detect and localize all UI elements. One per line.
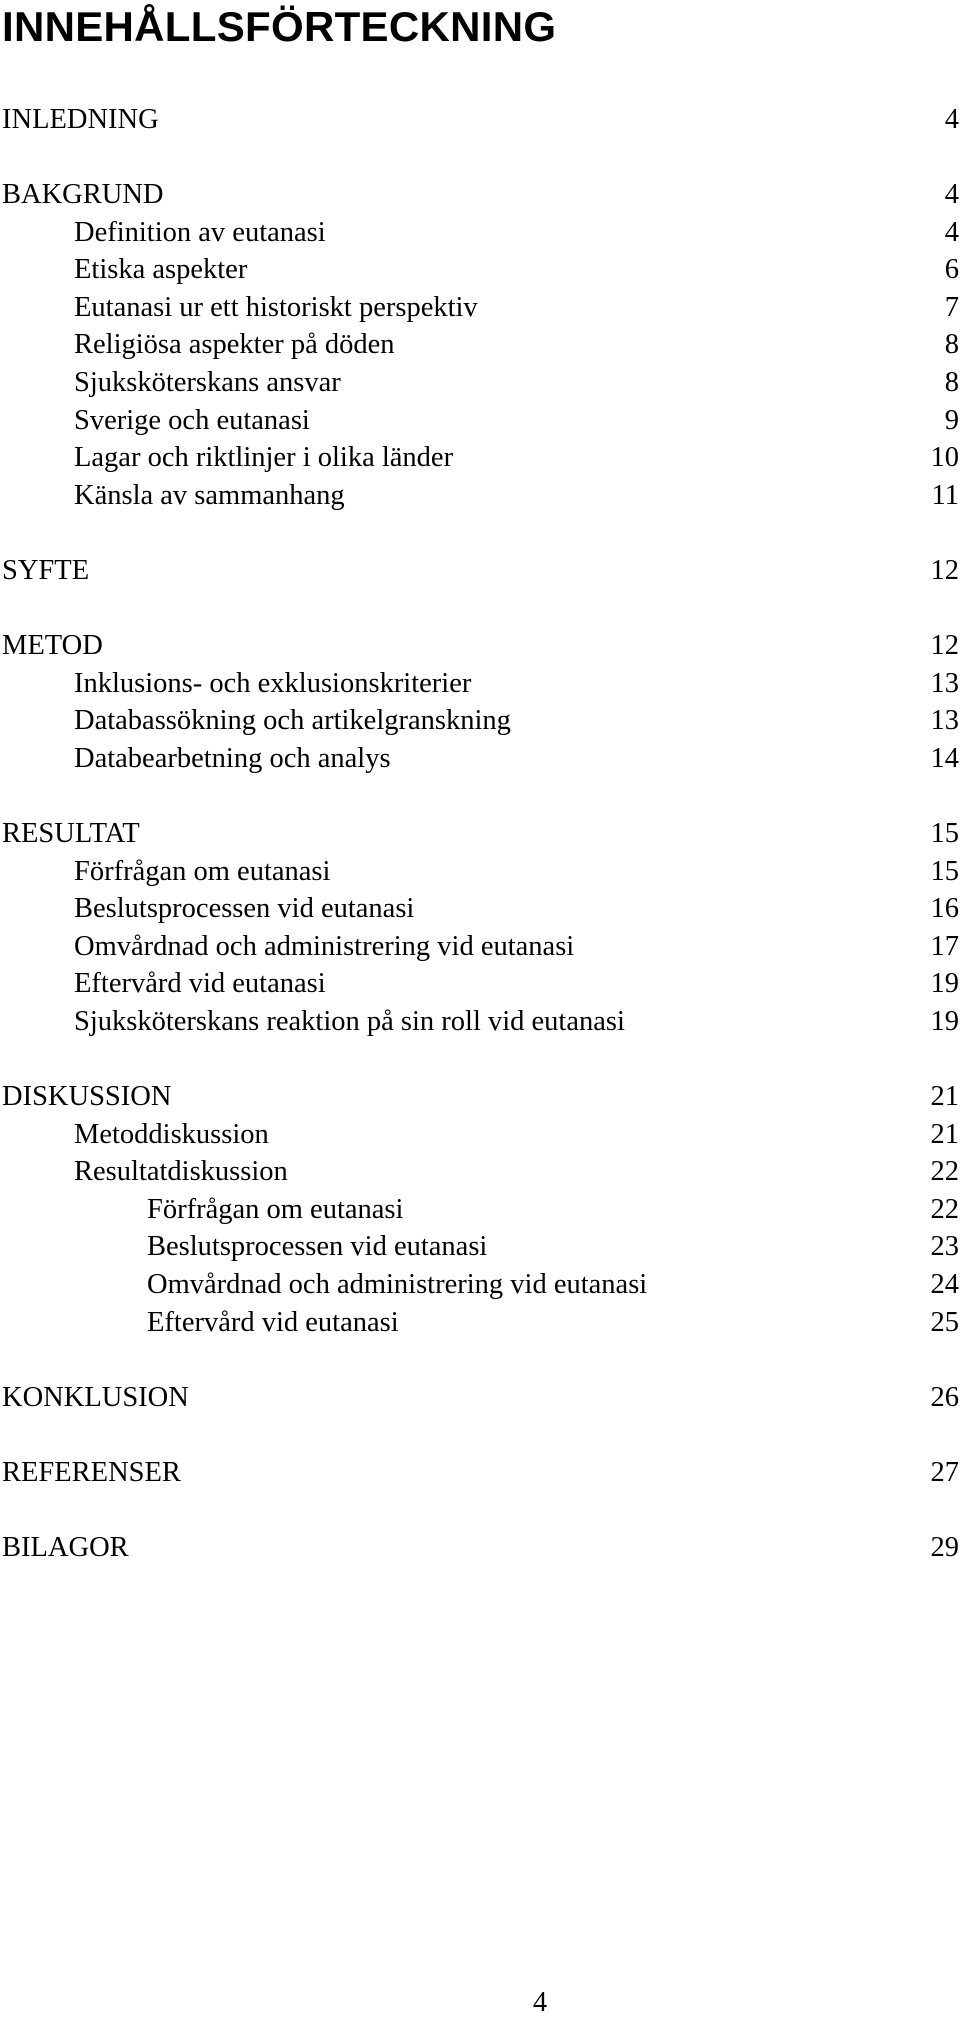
toc-entry-label: Känsla av sammanhang <box>74 479 345 511</box>
toc-entry-page: 6 <box>944 254 959 286</box>
toc-entry-subsection <box>0 853 960 891</box>
toc-entry-page: 7 <box>944 291 959 323</box>
toc-entry-subsection <box>0 439 960 477</box>
toc-entry-page: 10 <box>930 442 959 474</box>
toc-entry-label: BAKGRUND <box>2 179 164 211</box>
toc-group <box>0 1379 960 1417</box>
toc-entry-label: Sjuksköterskans ansvar <box>74 367 341 399</box>
toc-entry-page: 29 <box>930 1531 959 1563</box>
toc-entry-page: 24 <box>930 1268 959 1300</box>
toc-entry-subsection <box>0 364 960 402</box>
toc-entry-subsection <box>0 1116 960 1154</box>
toc-entry-subsection <box>0 1228 960 1266</box>
toc-entry-label: Eftervård vid eutanasi <box>147 1306 399 1338</box>
toc-entry-label: Eftervård vid eutanasi <box>74 968 326 1000</box>
toc-group <box>0 627 960 777</box>
toc-entry-section <box>0 176 960 214</box>
toc-entry-label: Omvårdnad och administrering vid eutanasi <box>147 1268 648 1300</box>
toc-entry-subsection <box>0 477 960 515</box>
toc-entry-label: Databearbetning och analys <box>74 742 391 774</box>
toc-entry-page: 19 <box>930 1005 959 1037</box>
table-of-contents <box>0 101 960 1604</box>
toc-group <box>0 1529 960 1567</box>
toc-entry-subsection <box>0 214 960 252</box>
toc-entry-label: RESULTAT <box>2 817 140 849</box>
toc-entry-label: Omvårdnad och administrering vid eutanasi <box>74 930 575 962</box>
toc-entry-page: 22 <box>930 1156 959 1188</box>
toc-entry-page: 22 <box>930 1193 959 1225</box>
toc-entry-page: 8 <box>944 367 959 399</box>
toc-entry-page: 25 <box>930 1306 959 1338</box>
toc-entry-section <box>0 552 960 590</box>
toc-entry-label: REFERENSER <box>2 1456 181 1488</box>
toc-group <box>0 101 960 139</box>
toc-entry-subsection <box>0 1304 960 1342</box>
toc-group <box>0 1078 960 1341</box>
toc-entry-subsection <box>0 326 960 364</box>
toc-entry-page: 9 <box>944 404 959 436</box>
toc-entry-page: 19 <box>930 968 959 1000</box>
toc-entry-page: 12 <box>930 630 959 662</box>
toc-entry-page: 17 <box>930 930 959 962</box>
toc-group <box>0 552 960 590</box>
toc-entry-page: 21 <box>930 1118 959 1150</box>
toc-entry-label: Metoddiskussion <box>74 1118 269 1150</box>
page-title: INNEHÅLLSFÖRTECKNING <box>2 3 557 50</box>
toc-entry-label: Inklusions- och exklusionskriterier <box>74 667 472 699</box>
toc-entry-section <box>0 1078 960 1116</box>
toc-entry-page: 14 <box>930 742 959 774</box>
toc-entry-label: Sverige och eutanasi <box>74 404 310 436</box>
toc-entry-label: BILAGOR <box>2 1531 129 1563</box>
toc-entry-subsection <box>0 289 960 327</box>
toc-entry-page: 4 <box>944 179 959 211</box>
toc-entry-label: Resultatdiskussion <box>74 1156 288 1188</box>
toc-entry-page: 23 <box>930 1231 959 1263</box>
toc-entry-label: SYFTE <box>2 554 90 586</box>
toc-entry-subsection <box>0 740 960 778</box>
toc-entry-page: 8 <box>944 329 959 361</box>
toc-entry-page: 12 <box>930 554 959 586</box>
toc-entry-page: 13 <box>930 705 959 737</box>
toc-entry-label: METOD <box>2 630 103 662</box>
toc-entry-subsection <box>0 928 960 966</box>
toc-entry-label: KONKLUSION <box>2 1381 189 1413</box>
toc-entry-label: Lagar och riktlinjer i olika länder <box>74 442 454 474</box>
toc-entry-subsection <box>0 890 960 928</box>
toc-entry-label: Förfrågan om eutanasi <box>74 855 331 887</box>
toc-entry-subsection <box>0 965 960 1003</box>
toc-entry-section <box>0 1454 960 1492</box>
toc-entry-label: Sjuksköterskans reaktion på sin roll vid eutanasi <box>74 1005 625 1037</box>
toc-entry-page: 4 <box>944 104 959 135</box>
toc-entry-label: Religiösa aspekter på döden <box>74 329 395 361</box>
toc-group <box>0 176 960 514</box>
toc-entry-label: INLEDNING <box>2 104 159 135</box>
toc-entry-label: Förfrågan om eutanasi <box>147 1193 404 1225</box>
toc-entry-subsection <box>0 1266 960 1304</box>
toc-entry-subsection <box>0 251 960 289</box>
toc-entry-section <box>0 1529 960 1567</box>
toc-entry-label: DISKUSSION <box>2 1080 172 1112</box>
toc-entry-section <box>0 815 960 853</box>
toc-entry-section <box>0 627 960 665</box>
toc-entry-page: 27 <box>930 1456 959 1488</box>
toc-entry-page: 16 <box>930 893 959 925</box>
toc-entry-page: 15 <box>930 817 959 849</box>
page-number: 4 <box>532 1987 548 2018</box>
toc-entry-subsection <box>0 665 960 703</box>
toc-entry-label: Eutanasi ur ett historiskt perspektiv <box>74 291 478 323</box>
toc-entry-label: Etiska aspekter <box>74 254 248 286</box>
toc-entry-page: 11 <box>931 479 959 511</box>
toc-entry-page: 4 <box>944 216 959 248</box>
toc-entry-subsection <box>0 702 960 740</box>
toc-entry-subsection <box>0 1191 960 1229</box>
toc-entry-label: Definition av eutanasi <box>74 216 326 248</box>
toc-entry-page: 21 <box>930 1080 959 1112</box>
toc-entry-subsection <box>0 1003 960 1041</box>
toc-entry-page: 26 <box>930 1381 959 1413</box>
toc-group <box>0 815 960 1041</box>
toc-entry-section <box>0 101 960 139</box>
toc-group <box>0 1454 960 1492</box>
toc-entry-label: Beslutsprocessen vid eutanasi <box>147 1231 488 1263</box>
toc-entry-section <box>0 1379 960 1417</box>
toc-entry-subsection <box>0 402 960 440</box>
toc-entry-label: Beslutsprocessen vid eutanasi <box>74 893 415 925</box>
toc-entry-page: 13 <box>930 667 959 699</box>
toc-entry-page: 15 <box>930 855 959 887</box>
toc-entry-label: Databassökning och artikelgranskning <box>74 705 511 737</box>
toc-entry-subsection <box>0 1153 960 1191</box>
